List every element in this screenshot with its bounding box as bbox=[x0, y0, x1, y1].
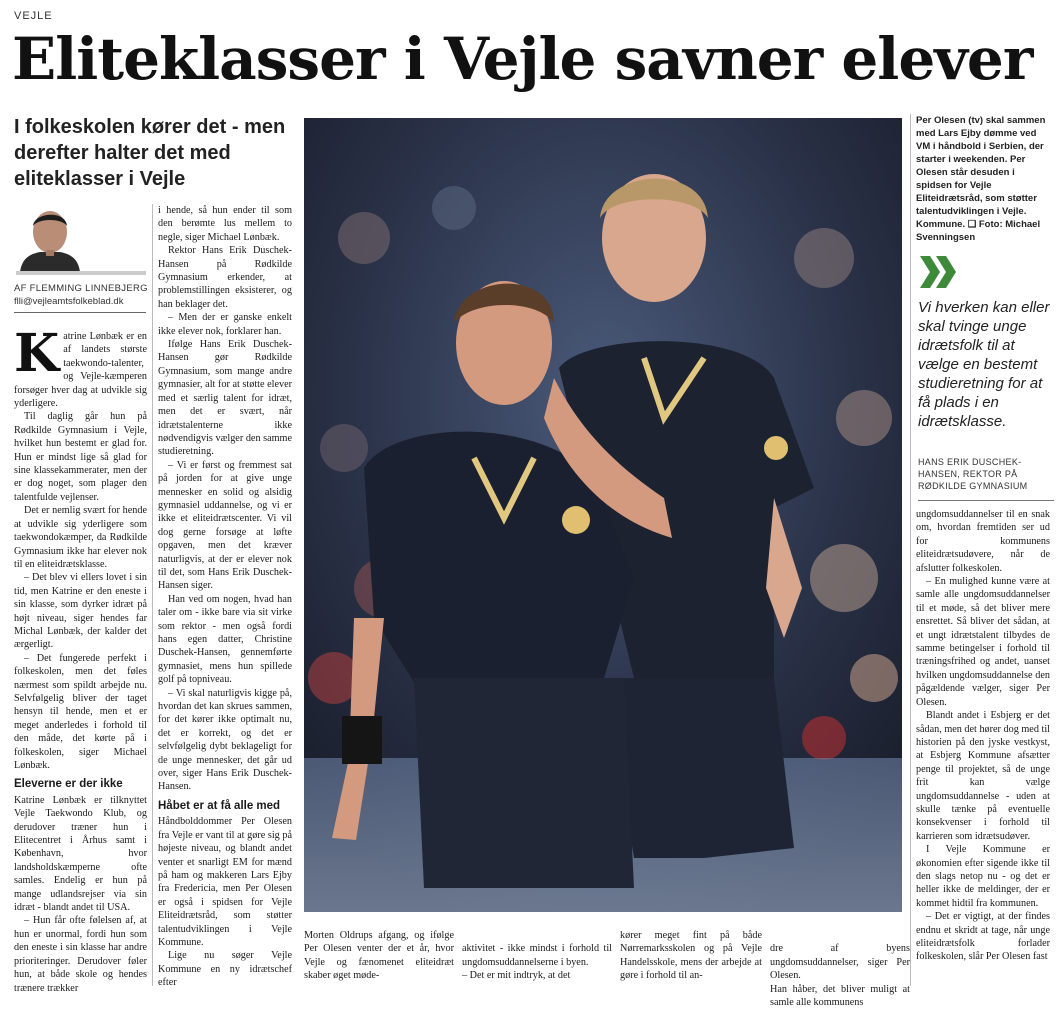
paragraph: i hende, så hun ender til som den berømte lus mellem to negle, siger Michael Lønbæk. bbox=[158, 205, 292, 243]
headline: Eliteklasser i Vejle savner elever bbox=[12, 25, 1033, 93]
dropcap: K bbox=[14, 323, 60, 384]
paragraph: Morten Oldrups afgang, og ifølge Per Olesen venter der et år, hvor Vejle og fænomenet eliteidræt skaber øget møde- bbox=[304, 930, 454, 982]
pull-quote: Vi hverken kan eller skal tvinge unge idrætsfolk til at vælge en bestemt studieretning for at få plads i en idrætsklasse. bbox=[918, 299, 1050, 430]
quote-chevron-icon bbox=[918, 254, 958, 290]
paragraph: Katrine Lønbæk er tilknyttet Vejle Taekwondo Klub, og derudover træner hun i Elitecentret i Århus samt i København, hvor landsholdskæmperne ofte samles. Endelig er hun på mange udlandsrejser via sin idræt - blandt andet til USA. bbox=[14, 794, 147, 914]
body-column-3 bbox=[304, 929, 454, 989]
paragraph: Blandt andet i Esbjerg er det sådan, men det hører dog med til historien på den jyske vestkyst, at Esbjerg Kommune afsætter penge til projektet, så de unge frit kan vælge ungdomsuddannelse - uden at skulle tænke på eventuelle konsekvenser i forhold til karrieren som idrætsudøver. bbox=[916, 710, 1050, 842]
body-column-5 bbox=[620, 929, 762, 989]
paragraph: Ifølge Hans Erik Duschek-Hansen gør Rødkilde Gymnasium, som mange andre gymnasier, alt for at støtte elever med et særlig talent for idræt, men det er svært, når idrætstalenterne ikke nødvendigvis vælger den samme studieretning. bbox=[158, 339, 292, 458]
paragraph: – Men der er ganske enkelt ikke elever nok, forklarer han. bbox=[158, 312, 292, 337]
author-avatar bbox=[16, 206, 146, 272]
paragraph: dre af byens ungdomsuddannelser, siger Per Olesen. Han håber, det bliver muligt at samle alle kommunens bbox=[770, 943, 910, 1009]
byline bbox=[14, 282, 154, 308]
body-column-4 bbox=[462, 929, 612, 989]
paragraph: – Det blev vi ellers lovet i sin tid, men Katrine er den eneste i sin klasse, som dyrker idræt på højt niveau, siger hendes far Michal Lønbæk, der kalder det ærgerligt. bbox=[14, 572, 147, 651]
body-column-1 bbox=[14, 323, 147, 994]
paragraph: Han ved om nogen, hvad han taler om - ikke bare via sit virke som rektor - men også fordi hans egen datter, Christine Duschek-Hansen, gennemførte gymnasiet, mens hun spillede golf på topniveau. bbox=[158, 593, 292, 686]
quote-attribution: HANS ERIK DUSCHEK-HANSEN, REKTOR PÅ RØDKILDE GYMNASIUM bbox=[918, 457, 1028, 491]
paragraph: Det er nemlig svært for hende at udvikle sig yderligere som taekwondokæmper, da Rødkilde Gymnasium ikke har elever nok til en eliteidrætsklasse. bbox=[14, 505, 147, 570]
paragraph: Til daglig går hun på Rødkilde Gymnasium i Vejle, hvilket hun bestemt er glad for. Hun er mindst lige så glad for sine klassekammerater, men der er dog noget, som plager den talentfulde vejlenser. bbox=[14, 411, 147, 503]
paragraph: I Vejle Kommune er økonomien efter sigende ikke til den slags netop nu - og det er heller ikke de meldinger, der er kommet hidtil fra kommunen. bbox=[916, 844, 1050, 909]
paragraph: – Det fungerede perfekt i folkeskolen, men det føles nærmest som spildt arbejde nu. Selvfølgelig bliver der taget hensyn til hende, men et er meget anderledes i forhold til den måde, det kørte på i folkeskolen, siger Michael Lønbæk. bbox=[14, 652, 147, 771]
paragraph: Håndbolddommer Per Olesen fra Vejle er vant til at gøre sig på højeste niveau, og blandt andet venter et snarligt EM for mænd på ham og makkeren Lars Ejby fra Fredericia, men Per Olesen er også i spidsen for Vejle Eliteidrætsråd, som støtter talentudviklingen i Vejle Kommune. bbox=[158, 816, 292, 948]
quote-rule bbox=[918, 500, 1054, 501]
photo-caption: Per Olesen (tv) skal sammen med Lars Ejby dømme ved VM i håndbold i Serbien, der starter i weekenden. Per Olesen står desuden i spidsen for Vejle Eliteidrætsråd, som støtter talentudviklingen i Vejle. Kommune. ❑ Foto: Michael Svenningsen bbox=[916, 115, 1046, 243]
paragraph: – Vi skal naturligvis kigge på, hvordan det kan skrues sammen, for det kører ikke optimalt nu, det er korrekt, og det er selvfølgelig dybt beklageligt for de unge mennesker, det går ud over, siger Hans Erik Duschek-Hansen. bbox=[158, 687, 292, 793]
paragraph: – En mulighed kunne være at samle alle ungdomsuddannelser til et møde, så det bliver mere ensrettet. Så bliver det sådan, at et ungt idrætstalent tilbydes de samme betingelser i forhold til træningsfrihed og andet, uanset hvilken ungdomsuddannelse den pågældende vælger, siger Per Olesen. bbox=[916, 576, 1050, 708]
avatar-band bbox=[16, 271, 146, 275]
body-column-2 bbox=[158, 204, 292, 989]
paragraph: Rektor Hans Erik Duschek-Hansen på Rødkilde Gymnasium erkender, at problemstillingen eksisterer, og han beklager det. bbox=[158, 245, 292, 310]
section-label: VEJLE bbox=[14, 10, 53, 22]
body-column-6 bbox=[770, 929, 910, 1009]
referees-photo bbox=[304, 118, 902, 912]
byline-rule bbox=[14, 312, 146, 313]
deck: I folkeskolen kører det - men derefter halter det med eliteklasser i Vejle bbox=[14, 116, 286, 190]
paragraph: atrine Lønbæk er en af landets største taekwondo-talenter, og Vejle-kæmperen forsøger hver dag at udvikle sig yderligere. bbox=[14, 331, 147, 410]
subheading: Eleverne er der ikke bbox=[14, 778, 123, 791]
paragraph: – Det er vigtigt, at der findes endnu et skridt at tage, når unge eliteidrætsfolk forlader folkeskolen, slår Per Olesen fast bbox=[916, 911, 1050, 963]
subheading: Håbet er at få alle med bbox=[158, 799, 281, 812]
body-column-7 bbox=[916, 508, 1050, 986]
paragraph: – Hun får ofte følelsen af, at hun er unormal, fordi hun som den eneste i sin klasse har andre prioriteringer. Derudover føler hun, at både skole og hendes trænere trækker bbox=[14, 915, 147, 994]
paragraph: kører meget fint på både Nørremarksskolen og på Vejle Handelsskole, mens der arbejde at gøre i forhold til an- bbox=[620, 930, 762, 982]
column-divider bbox=[152, 204, 153, 986]
paragraph: ungdomsuddannelser til en snak om, hvordan fremtiden ser ud for kommunens eliteidrætsudøvere, når de afslutter folkeskolen. bbox=[916, 509, 1050, 574]
paragraph: aktivitet - ikke mindst i forhold til ungdomsuddannelserne i byen. – Det er mit indtryk, at det bbox=[462, 943, 612, 982]
column-divider bbox=[910, 114, 911, 986]
paragraph: – Vi er først og fremmest sat på jorden for at give unge mennesker en solid og alsidig gymnasiel uddannelse, og vi er ikke et eliteidrætscenter. Vi vil dog gerne forsøge at løfte opgaven, men det kræver naturligvis, at der er elever nok til det, som Hans Erik Duschek-Hansen siger. bbox=[158, 459, 292, 592]
paragraph: Lige nu søger Vejle Kommune en ny idrætschef efter bbox=[158, 950, 292, 989]
byline-email[interactable]: flli@vejleamtsfolkeblad.dk bbox=[14, 296, 124, 307]
byline-name: AF FLEMMING LINNEBJERG bbox=[14, 283, 148, 294]
